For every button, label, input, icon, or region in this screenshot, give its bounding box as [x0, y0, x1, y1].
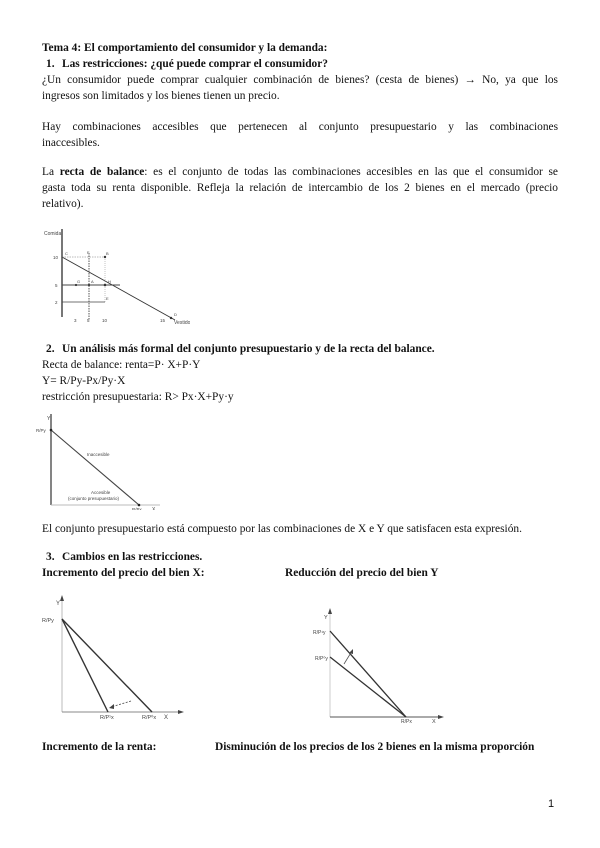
document-title: Tema 4: El comportamiento del consumidor y la demanda: [42, 42, 328, 54]
svg-text:E: E [106, 296, 109, 301]
text: : es el conjunto de todas las combinaciones accesibles en las que el consumidor se [144, 166, 558, 178]
paragraph-line: ¿Un consumidor puede comprar cualquier combinación de bienes? (cesta de bienes) → No, ya que los [42, 74, 558, 86]
page-number: 1 [548, 798, 555, 810]
x-axis-label: X [432, 719, 436, 725]
x-axis-label: X [164, 715, 169, 721]
svg-text:5: 5 [55, 283, 58, 288]
annotation-budget-set: (conjunto presupuestario) [68, 496, 120, 501]
svg-text:10: 10 [102, 318, 108, 323]
x-label-original: R/P⁰x [142, 715, 157, 721]
x-label-new: R/P¹x [100, 715, 114, 721]
y-axis-label: Y [324, 615, 328, 621]
svg-text:G: G [77, 279, 81, 284]
section-2-heading [42, 341, 558, 357]
svg-text:3: 3 [74, 318, 77, 323]
svg-text:H: H [108, 279, 111, 284]
paragraph-line: inaccesibles. [42, 137, 100, 149]
subheading-both-prices-decrease: Disminución de los precios de los 2 bienes en la misma proporción [215, 741, 535, 753]
y-axis-label: Comida [44, 231, 62, 237]
section-3-heading [42, 549, 558, 565]
section-number: 3. [46, 551, 55, 563]
svg-text:10: 10 [53, 255, 59, 260]
svg-text:2: 2 [55, 300, 58, 305]
svg-text:C: C [65, 251, 68, 256]
section-1-heading [42, 56, 558, 72]
formula-line: Y= R/Py-Px/Py·X [42, 375, 126, 387]
paragraph-line [42, 164, 558, 180]
section-title: Las restricciones: ¿qué puede comprar el consumidor? [62, 58, 328, 70]
price-y-decrease-chart [305, 605, 450, 725]
y-label-original: R/P⁰y [315, 656, 328, 662]
svg-text:F: F [87, 250, 90, 255]
y-axis-label: Y [56, 601, 61, 607]
budget-line-chart-1 [40, 225, 190, 325]
paragraph-line: relativo). [42, 198, 84, 210]
paragraph-line: Hay combinaciones accesibles que pertenecen al conjunto presupuestario y las combinaciones [42, 121, 558, 133]
price-x-increase-chart [38, 595, 188, 725]
formula-line: Recta de balance: renta=P· X+P·Y [42, 359, 201, 371]
y-intercept-label: R/Py [42, 618, 54, 624]
y-intercept-label: R/Py [36, 428, 46, 433]
x-axis-label: X [152, 507, 156, 510]
x-intercept-label: R/Px [401, 719, 412, 725]
subheading-price-x-increase: Incremento del precio del bien X: [42, 567, 205, 579]
section-number: 2. [46, 343, 55, 355]
section-title: Cambios en las restricciones. [62, 551, 203, 563]
paragraph-line: El conjunto presupuestario está compuesto por las combinaciones de X e Y que satisfacen esta expresión. [42, 523, 522, 535]
subheading-price-y-decrease: Reducción del precio del bien Y [285, 567, 439, 579]
svg-text:5: 5 [87, 318, 90, 323]
annotation-inaccessible: Inaccesible [87, 452, 110, 457]
y-label-new: R/P¹y [313, 630, 326, 636]
section-title: Un análisis más formal del conjunto presupuestario y de la recta del balance. [62, 343, 435, 355]
paragraph-line: gasta toda su renta disponible. Refleja la relación de intercambio de los 2 bienes en el mercado (precio [42, 182, 558, 194]
svg-text:D: D [174, 312, 177, 317]
svg-text:15: 15 [160, 318, 166, 323]
svg-text:A: A [91, 279, 94, 284]
text: La [42, 166, 60, 178]
svg-text:B: B [106, 251, 109, 256]
section-number: 1. [46, 58, 55, 70]
x-intercept-label: R/Px [132, 507, 142, 510]
annotation-accessible: Accesible [91, 490, 111, 495]
y-axis-label: Y [47, 416, 51, 422]
term-recta-de-balance: recta de balance [59, 166, 145, 178]
formula-line: restricción presupuestaria: R> Px·X+Py·y [42, 391, 234, 403]
subheading-income-increase: Incremento de la renta: [42, 741, 157, 753]
paragraph-line: ingresos son limitados y los bienes tienen un precio. [42, 90, 280, 102]
budget-set-chart [35, 410, 165, 510]
x-axis-label: Vestido [174, 320, 190, 325]
